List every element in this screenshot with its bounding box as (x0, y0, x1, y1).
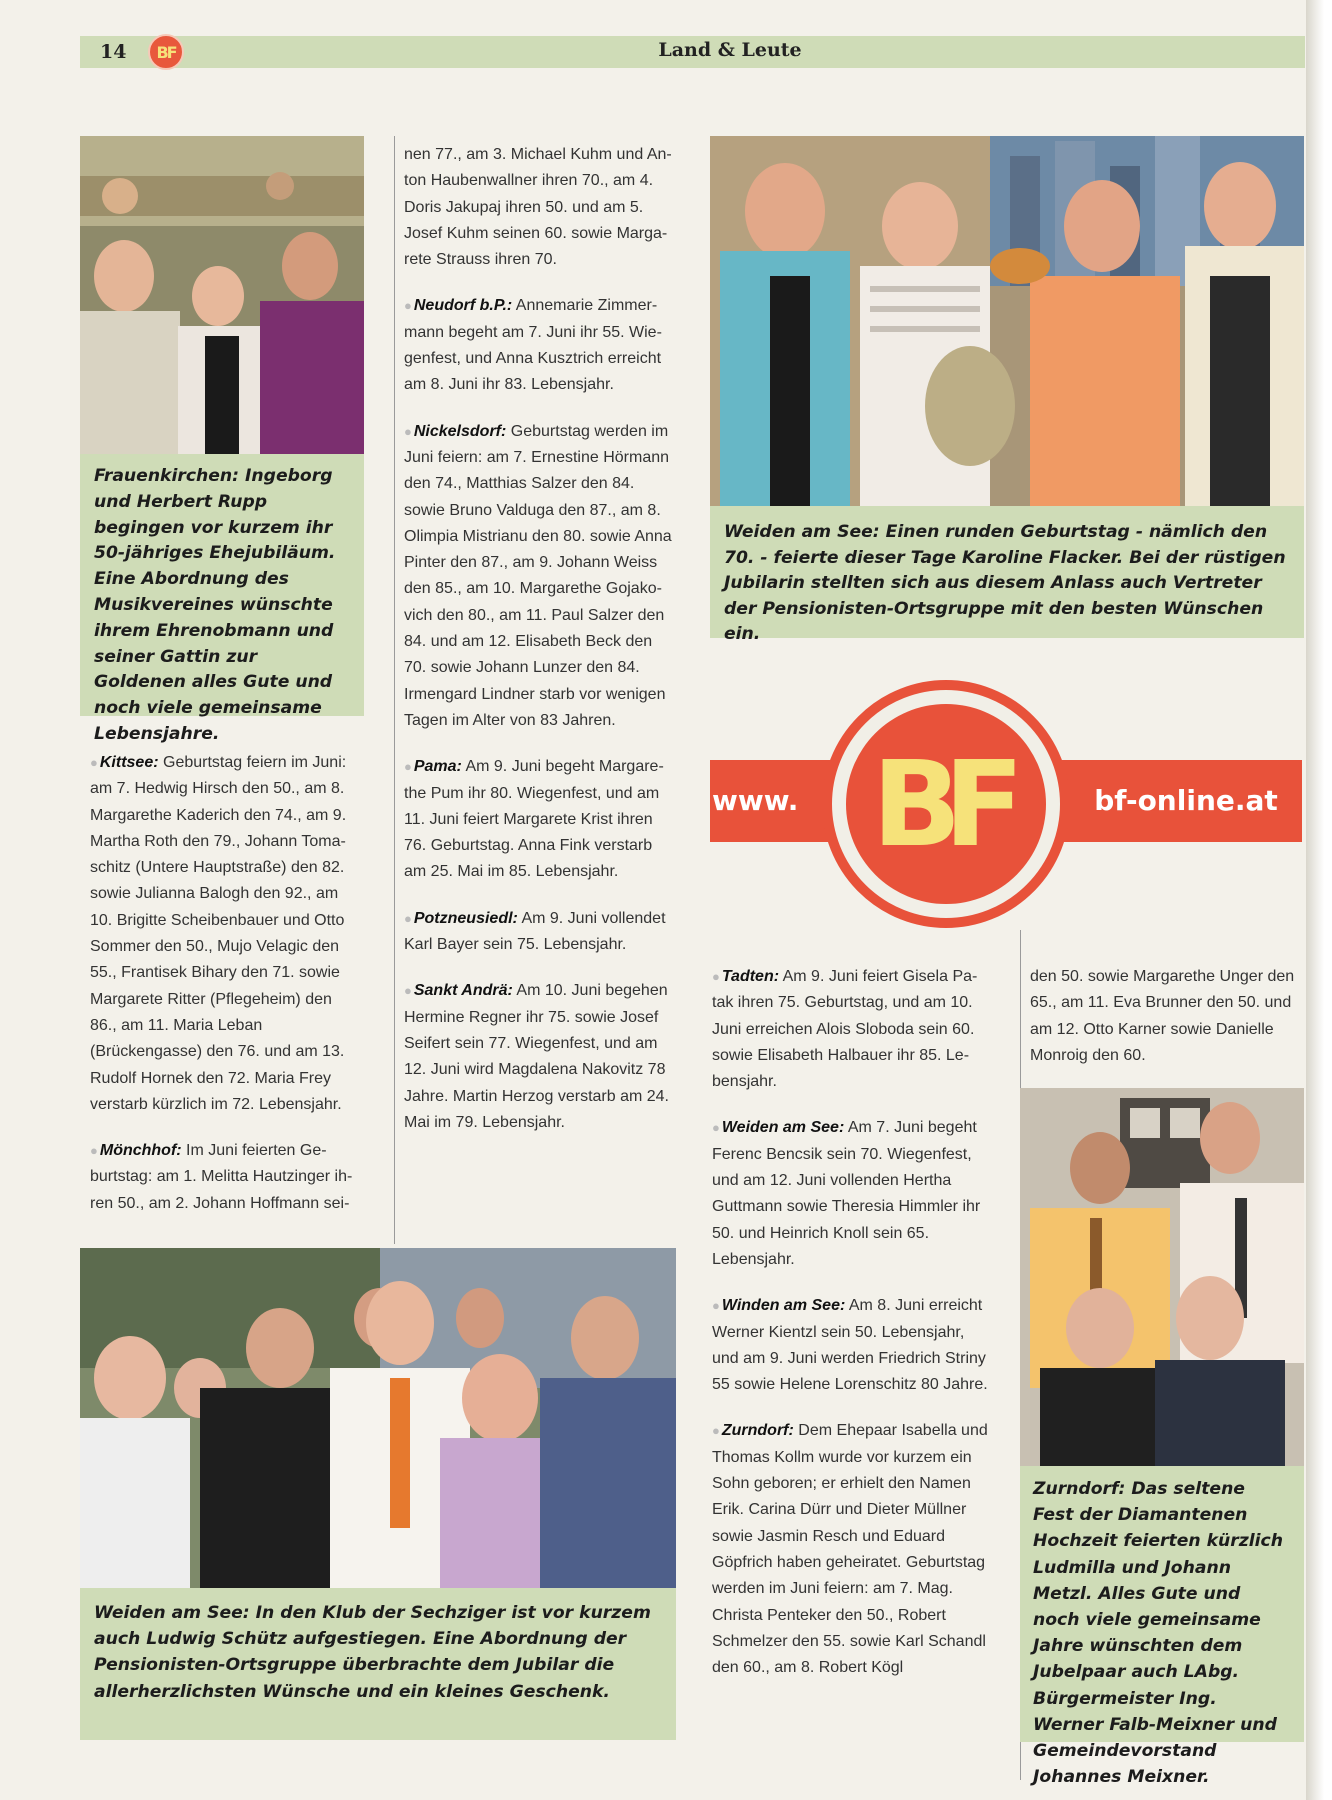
bullet-icon: ● (90, 1143, 98, 1159)
column-4 (1030, 964, 1306, 1089)
item-zurndorf (712, 1418, 988, 1681)
caption-frauenkirchen-text: Frauenkirchen: Ingeborg und Herbert Rupp begingen vor kurzem ihr 50-jähriges Ehejubiläum. Eine Abordnung des Musikvereines wünschte ihrem Ehrenobmann und seiner Gattin zur Goldenen alles Gute und noch viele gemeinsame Lebensjahre. (94, 466, 336, 744)
caption-weiden-top-text: Weiden am See: Einen runden Geburtstag - nämlich den 70. - feierte dieser Tage Karoline Flacker. Bei der rüstigen Jubilarin stellten sich aus diesem Anlass auch Vertreter der Pensionisten-Ortsgruppe mit den besten Wünschen ein. (724, 522, 1286, 645)
item-moenchhof-cont (404, 142, 676, 273)
photo-frauenkirchen (80, 136, 364, 454)
item-winden (712, 1293, 988, 1398)
bf-logo-text: BF (156, 42, 176, 62)
item-kittsee (90, 750, 362, 1118)
item-pama (404, 754, 676, 885)
item-weiden (712, 1115, 988, 1273)
item-moenchhof (90, 1138, 362, 1217)
caption-zurndorf-text: Zurndorf: Das seltene Fest der Diamantenen Hochzeit feierten kürzlich Ludmilla und Johann Metzl. Alles Gute und noch viele gemeinsame Jahre wünschten dem Jubelpaar auch LAbg. Bürgermeister Ing. Werner Falb-Meixner und Gemeindevorstand Johannes Meixner. (1033, 1479, 1283, 1788)
bf-large-logo-text: BF (871, 735, 1007, 873)
item-sanktandrae (404, 978, 676, 1136)
place-potzneusiedl: Potzneusiedl: (413, 909, 518, 927)
photo-weiden-karoline-flacker (710, 136, 1304, 506)
column-3 (712, 964, 988, 1701)
text-pama: Am 9. Juni begeht Margarethe Pum ihr 80. Wiegenfest, und am 11. Juni feiert Margarete Krist ihren 76. Geburtstag. Anna Fink verstarb am 25. Mai im 85. Lebensjahr. (404, 758, 664, 881)
place-weiden: Weiden am See: (721, 1119, 845, 1137)
bullet-icon: ● (404, 910, 412, 926)
place-winden: Winden am See: (721, 1297, 846, 1315)
place-moenchhof: Mönchhof: (99, 1142, 182, 1160)
place-pama: Pama: (413, 758, 462, 776)
item-potzneusiedl (404, 906, 676, 959)
bf-large-logo-icon (846, 704, 1046, 904)
text-weiden: Am 7. Juni begeht Ferenc Bencsik sein 70. Wiegenfest, und am 12. Juni vollenden Hertha Guttmann sowie Theresia Himmler ihr 50. und Heinrich Knoll sein 65. Lebensjahr. (712, 1119, 981, 1268)
text-moenchhof: Im Juni feierten Geburtstag: am 1. Melitta Hautzinger ihren 50., am 2. Johann Hoffmann sei- (90, 1142, 353, 1212)
text-zurndorf-cont: den 50. sowie Margarethe Unger den 65., am 11. Eva Brunner den 50. und am 12. Otto Karner sowie Danielle Monroig den 60. (1030, 968, 1295, 1064)
caption-weiden-bottom (80, 1588, 676, 1740)
banner-url-link[interactable]: bf-online.at (1094, 784, 1278, 817)
text-zurndorf: Dem Ehepaar Isabella und Thomas Kollm wurde vor kurzem ein Sohn geboren; er erhielt den Namen Erik. Carina Dürr und Dieter Müllner sowie Jasmin Resch und Eduard Göpfrich haben geheiratet. Geburtstag werden im Juni feiern: am 7. Mag. Christa Penteker den 50., Robert Schmelzer den 55. sowie Karl Schandl den 60., am 8. Robert Kögl (712, 1422, 988, 1677)
item-zurndorf-cont (1030, 964, 1306, 1069)
text-kittsee: Geburtstag feiern im Juni: am 7. Hedwig Hirsch den 50., am 8. Margarethe Kaderich den 74., am 9. Martha Roth den 79., Johann Tomaschitz (Untere Hauptstraße) den 82. sowie Julianna Balogh den 92., am 10. Brigitte Scheibenbauer und Otto Sommer den 50., Mujo Velagic den 55., Frantisek Bihary den 71. sowie Margarete Ritter (Pflegeheim) den 86., am 11. Maria Leban (Brückengasse) den 76. und am 13. Rudolf Hornek den 72. Maria Frey verstarb kürzlich im 72. Lebensjahr. (90, 754, 347, 1113)
bullet-icon: ● (404, 423, 412, 439)
section-title: Land & Leute (658, 39, 802, 61)
place-neudorf: Neudorf b.P.: (413, 297, 513, 315)
place-zurndorf: Zurndorf: (721, 1422, 794, 1440)
caption-frauenkirchen (80, 454, 364, 744)
item-neudorf (404, 293, 676, 398)
caption-zurndorf (1020, 1466, 1304, 1788)
item-tadten (712, 964, 988, 1095)
bullet-icon: ● (712, 1298, 720, 1314)
photo-zurndorf-metzl (1020, 1088, 1304, 1466)
column-rule-1 (394, 136, 395, 1244)
text-winden: Am 8. Juni erreicht Werner Kientzl sein 50. Lebensjahr, und am 9. Juni werden Friedrich Striny 55 sowie Helene Lorenschitz 80 Jahre. (712, 1297, 988, 1394)
bf-logo-icon (148, 34, 184, 70)
bullet-icon: ● (404, 298, 412, 314)
column-1 (90, 750, 362, 1237)
text-tadten: Am 9. Juni feiert Gisela Patak ihren 75. Geburtstag, und am 10. Juni erreichen Alois Sloboda sein 60. sowie Elisabeth Halbauer ihr 85. Lebensjahr. (712, 968, 978, 1091)
bullet-icon: ● (712, 1423, 720, 1439)
banner-www-text: www. (712, 784, 799, 817)
item-nickelsdorf (404, 419, 676, 735)
place-kittsee: Kittsee: (99, 754, 159, 771)
text-moenchhof-cont: nen 77., am 3. Michael Kuhm und Anton Haubenwallner ihren 70., am 4. Doris Jakupaj ihren 50. und am 5. Josef Kuhm seinen 60. sowie Margarete Strauss ihren 70. (404, 146, 672, 269)
page-number: 14 (100, 41, 127, 63)
bullet-icon: ● (90, 755, 98, 770)
text-sanktandrae: Am 10. Juni begehen Hermine Regner ihr 75. sowie Josef Seifert sein 77. Wiegenfest, und am 12. Juni wird Magdalena Nakovitz 78 Jahre. Martin Herzog verstarb am 24. Mai im 79. Lebensjahr. (404, 982, 669, 1131)
caption-weiden-bottom-text: Weiden am See: In den Klub der Sechziger ist vor kurzem auch Ludwig Schütz aufgestiegen. Eine Abordnung der Pensionisten-Ortsgruppe überbrachte dem Jubilar die allerherzlichsten Wünsche und ein kleines Geschenk. (94, 1603, 651, 1702)
text-neudorf: Annemarie Zimmermann begeht am 7. Juni ihr 55. Wiegenfest, und Anna Kusztrich erreicht am 8. Juni ihr 83. Lebensjahr. (404, 297, 662, 394)
caption-weiden-top (710, 506, 1304, 645)
bullet-icon: ● (712, 969, 720, 984)
text-nickelsdorf: Geburtstag werden im Juni feiern: am 7. Ernestine Hörmann den 74., Matthias Salzer den 84. sowie Bruno Valduga den 87., am 8. Olimpia Mistrianu den 80. sowie Anna Pinter den 87., am 9. Johann Weiss den 85., am 10. Margarethe Gojakovich den 80., am 11. Paul Salzer den 84. und am 12. Elisabeth Beck den 70. sowie Johann Lunzer den 84. Irmengard Lindner starb vor wenigen Tagen im Alter von 83 Jahren. (404, 422, 672, 729)
photo-weiden-ludwig-schuetz (80, 1248, 676, 1588)
place-tadten: Tadten: (721, 968, 780, 985)
text-potzneusiedl: Am 9. Juni vollendet Karl Bayer sein 75. Lebensjahr. (404, 909, 666, 954)
page-edge-shadow (1306, 0, 1332, 1800)
bullet-icon: ● (712, 1120, 720, 1136)
column-2 (404, 142, 676, 1156)
bullet-icon: ● (404, 759, 412, 775)
bullet-icon: ● (404, 983, 412, 999)
place-nickelsdorf: Nickelsdorf: (413, 422, 507, 440)
place-sanktandrae: Sankt Andrä: (413, 982, 513, 1000)
